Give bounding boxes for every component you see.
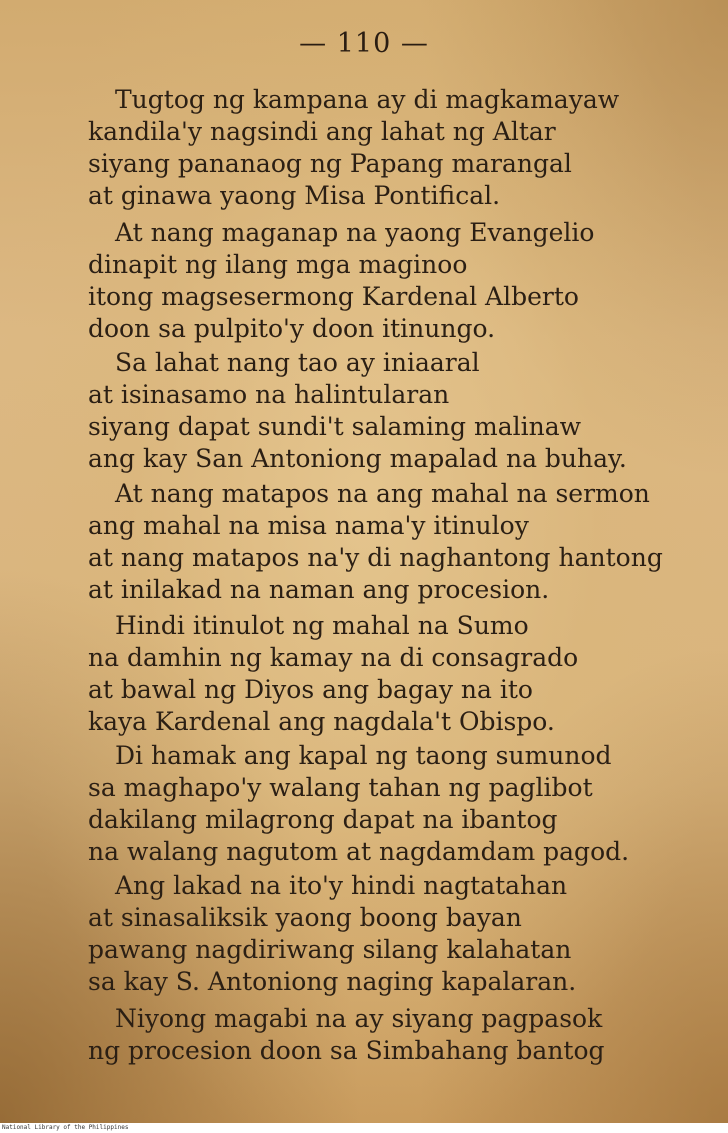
stanza-5 [88, 610, 688, 738]
verse-line: ang mahal na misa nama'y itinuloy [88, 511, 529, 540]
stanza-2 [88, 217, 688, 345]
verse-line: Ang lakad na ito'y hindi nagtatahan [115, 871, 568, 900]
verse-line: At nang matapos na ang mahal na sermon [115, 479, 650, 508]
stanza-6 [88, 740, 688, 868]
page-number: — 110 — [299, 28, 429, 59]
verse-line: Niyong magabi na ay siyang pagpasok [115, 1004, 603, 1033]
verse-line: Tugtog ng kampana ay di magkamayaw [115, 85, 620, 114]
verse-line: doon sa pulpito'y doon itinungo. [88, 314, 496, 343]
scan-footer [0, 1123, 728, 1133]
verse-line: Sa lahat nang tao ay iniaaral [115, 348, 480, 377]
verse-line: na damhin ng kamay na di consagrado [88, 643, 579, 672]
verse-line: pawang nagdiriwang silang kalahatan [88, 935, 572, 964]
verse-line: siyang pananaog ng Papang marangal [88, 149, 572, 178]
verse-line: kandila'y nagsindi ang lahat ng Altar [88, 117, 556, 146]
verse-line: dinapit ng ilang mga maginoo [88, 250, 468, 279]
verse-line: At nang maganap na yaong Evangelio [115, 218, 595, 247]
stanza-3 [88, 347, 688, 475]
stanza-8 [88, 1003, 688, 1067]
verse-line: siyang dapat sundi't salaming malinaw [88, 412, 582, 441]
stanza-4 [88, 478, 688, 606]
library-credit: National Library of the Philippines [2, 1124, 129, 1131]
verse-line: at sinasaliksik yaong boong bayan [88, 903, 522, 932]
verse-line: kaya Kardenal ang nagdala't Obispo. [88, 707, 555, 736]
verse-line: ang kay San Antoniong mapalad na buhay. [88, 444, 627, 473]
verse-line: na walang nagutom at nagdamdam pagod. [88, 837, 630, 866]
verse-line: Di hamak ang kapal ng taong sumunod [115, 741, 612, 770]
verse-line: sa kay S. Antoniong naging kapalaran. [88, 967, 577, 996]
stanza-7 [88, 870, 688, 998]
verse-line: at nang matapos na'y di naghantong hantong [88, 543, 663, 572]
verse-line: at isinasamo na halintularan [88, 380, 450, 409]
stanza-1 [88, 84, 688, 212]
verse-line: itong magsesermong Kardenal Alberto [88, 282, 579, 311]
verse-line: at ginawa yaong Misa Pontifical. [88, 181, 501, 210]
verse-line: sa maghapo'y walang tahan ng paglibot [88, 773, 593, 802]
verse-line: at bawal ng Diyos ang bagay na ito [88, 675, 533, 704]
verse-line: at inilakad na naman ang procesion. [88, 575, 550, 604]
verse-line: dakilang milagrong dapat na ibantog [88, 805, 558, 834]
verse-line: Hindi itinulot ng mahal na Sumo [115, 611, 529, 640]
verse-line: ng procesion doon sa Simbahang bantog [88, 1036, 605, 1065]
